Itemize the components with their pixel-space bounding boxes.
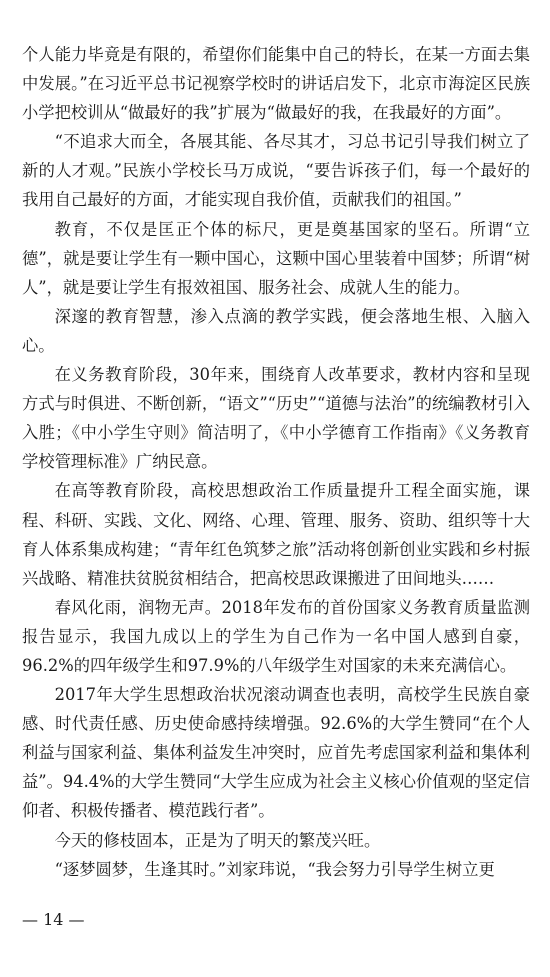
paragraph-5: 在义务教育阶段，30年来，围绕育人改革要求，教材内容和呈现方式与时俱进、不断创新，“语文”“历史”“道德与法治”的统编教材引入入胜；《中小学生守则》简洁明了，《中小学德育工作指南》《义务教育学校管理标准》广纳民意。 — [22, 365, 530, 472]
paragraph-10: “逐梦圆梦，生逢其时。”刘家玮说，“我会努力引导学生树立更 — [54, 859, 495, 879]
article-body — [22, 40, 530, 884]
paragraph-1: 个人能力毕竟是有限的，希望你们能集中自己的特长，在某一方面去集中发展。”在习近平总书记视察学校时的讲话启发下，北京市海淀区民族小学把校训从“做最好的我”扩展为“做最好的我，在我最好的方面”。 — [22, 45, 530, 123]
paragraph-2: “不追求大而全，各展其能、各尽其才，习总书记引导我们树立了新的人才观。”民族小学校长马万成说，“要告诉孩子们，每一个最好的我用自己最好的方面，才能实现自我价值，贡献我们的祖国。” — [22, 132, 530, 210]
paragraph-4: 深邃的教育智慧，渗入点滴的教学实践，便会落地生根、入脑入心。 — [22, 306, 530, 355]
page-number: — 14 — — [22, 910, 85, 929]
paragraph-7: 春风化雨，润物无声。2018年发布的首份国家义务教育质量监测报告显示，我国九成以上的学生为自己作为一名中国人感到自豪，96.2%的四年级学生和97.9%的八年级学生对国家的未来充满信心。 — [22, 597, 530, 675]
paragraph-3: 教育，不仅是匡正个体的标尺，更是奠基国家的坚石。所谓“立德”，就是要让学生有一颗中国心，这颗中国心里装着中国梦；所谓“树人”，就是要让学生有报效祖国、服务社会、成就人生的能力。 — [22, 219, 530, 297]
paragraph-6: 在高等教育阶段，高校思想政治工作质量提升工程全面实施，课程、科研、实践、文化、网络、心理、管理、服务、资助、组织等十大育人体系集成构建；“青年红色筑梦之旅”活动将创新创业实践和乡村振兴战略、精准扶贫脱贫相结合，把高校思政课搬进了田间地头…… — [22, 481, 530, 588]
paragraph-9: 今天的修枝固本，正是为了明天的繁茂兴旺。 — [54, 830, 381, 850]
paragraph-8: 2017年大学生思想政治状况滚动调查也表明，高校学生民族自豪感、时代责任感、历史使命感持续增强。92.6%的大学生赞同“在个人利益与国家利益、集体利益发生冲突时，应首先考虑国家利益和集体利益”。94.4%的大学生赞同“大学生应成为社会主义核心价值观的坚定信仰者、积极传播者、模范践行者”。 — [22, 685, 530, 821]
